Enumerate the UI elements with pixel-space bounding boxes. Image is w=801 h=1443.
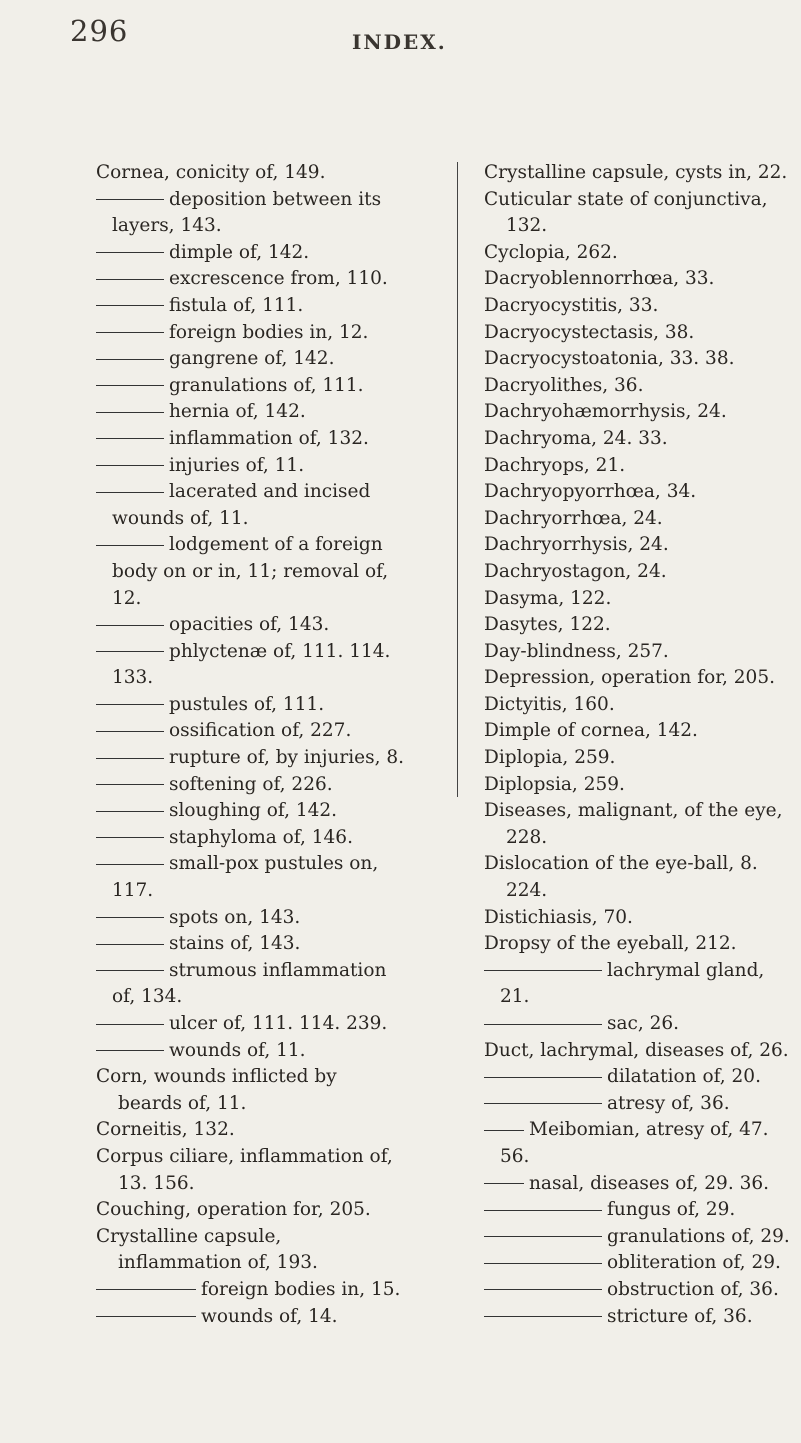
entry-text: Cyclopia, 262.	[484, 241, 618, 263]
entry-text: Dasytes, 122.	[484, 614, 611, 636]
ditto-dash	[484, 1236, 602, 1237]
index-entry	[96, 1117, 406, 1144]
index-entry	[484, 798, 794, 851]
index-subentry	[96, 187, 406, 240]
index-entry	[484, 718, 794, 745]
entry-text: Depression, operation for, 205.	[484, 667, 775, 689]
index-subentry	[96, 798, 406, 825]
ditto-dash	[96, 1050, 164, 1051]
entry-text: foreign bodies in, 12.	[169, 321, 369, 343]
ditto-dash	[96, 864, 164, 865]
entry-text: stains of, 143.	[169, 933, 301, 955]
ditto-dash	[96, 465, 164, 466]
index-entry	[484, 532, 794, 559]
ditto-dash	[96, 651, 164, 652]
entry-text: rupture of, by injuries, 8.	[169, 747, 404, 769]
ditto-dash	[96, 305, 164, 306]
entry-text: Meibomian, atresy of, 47. 56.	[500, 1119, 769, 1167]
entry-text: nasal, diseases of, 29. 36.	[529, 1172, 770, 1194]
entry-text: obstruction of, 36.	[607, 1278, 779, 1300]
ditto-dash	[484, 1263, 602, 1264]
ditto-dash	[96, 359, 164, 360]
index-entry	[484, 639, 794, 666]
index-entry	[484, 586, 794, 613]
index-subentry	[96, 1277, 406, 1304]
ditto-dash	[96, 944, 164, 945]
index-entry	[96, 1144, 406, 1197]
index-subentry	[96, 745, 406, 772]
index-subentry	[484, 1171, 794, 1198]
index-subentry	[484, 1064, 794, 1091]
index-subentry	[96, 612, 406, 639]
index-entry	[96, 1064, 406, 1117]
entry-text: lacerated and incised wounds of, 11.	[112, 481, 371, 529]
ditto-dash	[96, 1289, 196, 1290]
index-subentry	[96, 1011, 406, 1038]
entry-text: strumous inflammation of, 134.	[112, 959, 387, 1008]
ditto-dash	[96, 385, 164, 386]
entry-text: sac, 26.	[607, 1013, 680, 1034]
index-entry	[484, 665, 794, 692]
ditto-dash	[484, 970, 602, 971]
entry-text: dilatation of, 20.	[607, 1066, 761, 1088]
ditto-dash	[484, 1130, 524, 1131]
entry-text: Dacryolithes, 36.	[484, 374, 644, 396]
entry-text: fungus of, 29.	[607, 1199, 736, 1221]
index-subentry	[96, 240, 406, 267]
index-entry	[484, 187, 794, 240]
index-subentry	[96, 905, 406, 932]
entry-text: Corpus ciliare, inflammation of, 13. 156.	[96, 1145, 393, 1194]
ditto-dash	[96, 279, 164, 280]
entry-text: Dachryostagon, 24.	[484, 560, 667, 582]
index-subentry	[96, 692, 406, 719]
entry-text: Dachryoma, 24. 33.	[484, 427, 668, 449]
index-subentry	[96, 320, 406, 347]
entry-text: granulations of, 111.	[169, 374, 364, 396]
entry-text: ulcer of, 111. 114. 239.	[169, 1013, 388, 1034]
index-entry	[484, 293, 794, 320]
index-column-left	[96, 160, 406, 1330]
ditto-dash	[96, 704, 164, 705]
index-entry	[96, 1224, 406, 1277]
index-entry	[484, 426, 794, 453]
entry-text: gangrene of, 142.	[169, 348, 335, 370]
index-subentry	[96, 479, 406, 532]
entry-text: granulations of, 29.	[607, 1225, 790, 1247]
entry-text: softening of, 226.	[169, 773, 333, 795]
entry-text: hernia of, 142.	[169, 401, 306, 423]
entry-text: lodgement of a foreign body on or in, 11; removal of, 12.	[112, 534, 389, 609]
entry-text: Dachryohæmorrhysis, 24.	[484, 401, 727, 423]
index-entry	[484, 320, 794, 347]
entry-text: foreign bodies in, 15.	[201, 1278, 401, 1300]
entry-text: Dachryopyorrhœa, 34.	[484, 481, 697, 503]
index-subentry	[96, 1304, 406, 1331]
ditto-dash	[484, 1210, 602, 1211]
index-column-right	[484, 160, 794, 1330]
index-entry	[484, 612, 794, 639]
entry-text: phlyctenæ of, 111. 114. 133.	[112, 640, 391, 689]
entry-text: Corneitis, 132.	[96, 1119, 235, 1141]
entry-text: Dictyitis, 160.	[484, 693, 615, 715]
ditto-dash	[96, 731, 164, 732]
ditto-dash	[484, 1289, 602, 1290]
index-entry	[484, 772, 794, 799]
entry-text: small-pox pustules on, 117.	[112, 853, 379, 902]
index-subentry	[96, 958, 406, 1011]
entry-text: Dachryorrhysis, 24.	[484, 534, 669, 556]
ditto-dash	[96, 784, 164, 785]
entry-text: Diseases, malignant, of the eye, 228.	[484, 800, 783, 848]
entry-text: inflammation of, 132.	[169, 427, 369, 449]
ditto-dash	[96, 1316, 196, 1317]
entry-text: staphyloma of, 146.	[169, 826, 353, 848]
ditto-dash	[484, 1316, 602, 1317]
entry-text: Cornea, conicity of, 149.	[96, 162, 326, 183]
ditto-dash	[96, 758, 164, 759]
index-entry	[484, 1038, 794, 1065]
index-entry	[484, 399, 794, 426]
ditto-dash	[96, 252, 164, 253]
index-subentry	[96, 266, 406, 293]
entry-text: Crystalline capsule, inflammation of, 193.	[96, 1225, 318, 1274]
ditto-dash	[484, 1103, 602, 1104]
index-entry	[484, 506, 794, 533]
ditto-dash	[96, 412, 164, 413]
index-entry	[484, 851, 794, 904]
index-entry	[484, 453, 794, 480]
index-subentry	[96, 931, 406, 958]
ditto-dash	[96, 438, 164, 439]
index-subentry	[96, 346, 406, 373]
entry-text: ossification of, 227.	[169, 720, 352, 742]
index-subentry	[484, 1117, 794, 1170]
index-subentry	[96, 532, 406, 612]
entry-text: Dasyma, 122.	[484, 587, 612, 609]
entry-text: Couching, operation for, 205.	[96, 1199, 371, 1221]
entry-text: excrescence from, 110.	[169, 268, 388, 290]
entry-text: Dislocation of the eye-ball, 8. 224.	[484, 853, 758, 902]
entry-text: obliteration of, 29.	[607, 1252, 781, 1274]
ditto-dash	[96, 917, 164, 918]
entry-text: Dacryoblennorrhœa, 33.	[484, 268, 715, 290]
entry-text: sloughing of, 142.	[169, 800, 338, 822]
ditto-dash	[484, 1183, 524, 1184]
entry-text: Diplopsia, 259.	[484, 773, 625, 795]
index-entry	[484, 745, 794, 772]
entry-text: Duct, lachrymal, diseases of, 26.	[484, 1039, 789, 1061]
entry-text: Corn, wounds inflicted by beards of, 11.	[96, 1066, 337, 1114]
ditto-dash	[96, 492, 164, 493]
ditto-dash	[96, 1024, 164, 1025]
index-subentry	[96, 772, 406, 799]
index-subentry	[96, 293, 406, 320]
ditto-dash	[96, 837, 164, 838]
index-entry	[484, 240, 794, 267]
index-subentry	[484, 1091, 794, 1118]
index-subentry	[96, 639, 406, 692]
index-subentry	[96, 426, 406, 453]
entry-text: deposition between its layers, 143.	[112, 188, 382, 237]
index-entry	[484, 559, 794, 586]
ditto-dash	[96, 811, 164, 812]
index-subentry	[484, 1197, 794, 1224]
page-number: 296	[70, 14, 129, 48]
index-subentry	[96, 851, 406, 904]
entry-text: Cuticular state of conjunctiva, 132.	[484, 188, 768, 237]
ditto-dash	[484, 1077, 602, 1078]
entry-text: wounds of, 11.	[169, 1039, 306, 1061]
index-subentry	[96, 718, 406, 745]
entry-text: atresy of, 36.	[607, 1092, 730, 1114]
index-subentry	[484, 1304, 794, 1331]
entry-text: stricture of, 36.	[607, 1305, 753, 1327]
entry-text: opacities of, 143.	[169, 614, 330, 636]
entry-text: Crystalline capsule, cysts in, 22.	[484, 162, 788, 183]
entry-text: wounds of, 14.	[201, 1305, 338, 1327]
entry-text: lachrymal gland, 21.	[500, 959, 765, 1008]
ditto-dash	[484, 1024, 602, 1025]
entry-text: Dachryorrhœa, 24.	[484, 507, 663, 529]
index-subentry	[484, 1250, 794, 1277]
index-subentry	[96, 453, 406, 480]
index-entry	[484, 373, 794, 400]
entry-text: injuries of, 11.	[169, 454, 305, 476]
index-entry	[484, 266, 794, 293]
index-subentry	[96, 825, 406, 852]
entry-text: Dacryocystoatonia, 33. 38.	[484, 348, 735, 370]
entry-text: Day-blindness, 257.	[484, 640, 669, 662]
index-entry	[484, 905, 794, 932]
index-entry	[484, 160, 794, 187]
ditto-dash	[96, 625, 164, 626]
index-subentry	[484, 958, 794, 1011]
ditto-dash	[96, 545, 164, 546]
entry-text: Diplopia, 259.	[484, 747, 616, 769]
ditto-dash	[96, 332, 164, 333]
index-entry	[96, 160, 406, 187]
index-entry	[484, 479, 794, 506]
ditto-dash	[96, 970, 164, 971]
index-entry	[96, 1197, 406, 1224]
entry-text: spots on, 143.	[169, 906, 301, 928]
index-subentry	[96, 1038, 406, 1065]
entry-text: Dachryops, 21.	[484, 454, 626, 476]
running-head: INDEX.	[352, 30, 447, 54]
entry-text: Dacryocystectasis, 38.	[484, 321, 695, 343]
entry-text: Dacryocystitis, 33.	[484, 294, 659, 316]
index-entry	[484, 346, 794, 373]
column-divider	[457, 162, 458, 797]
entry-text: Dropsy of the eyeball, 212.	[484, 933, 737, 955]
index-entry	[484, 692, 794, 719]
index-entry	[484, 931, 794, 958]
index-subentry	[96, 373, 406, 400]
entry-text: Distichiasis, 70.	[484, 906, 633, 928]
index-subentry	[96, 399, 406, 426]
index-subentry	[484, 1224, 794, 1251]
index-subentry	[484, 1011, 794, 1038]
entry-text: dimple of, 142.	[169, 241, 310, 263]
entry-text: pustules of, 111.	[169, 693, 325, 715]
index-subentry	[484, 1277, 794, 1304]
ditto-dash	[96, 199, 164, 200]
entry-text: fistula of, 111.	[169, 294, 304, 316]
entry-text: Dimple of cornea, 142.	[484, 720, 698, 742]
